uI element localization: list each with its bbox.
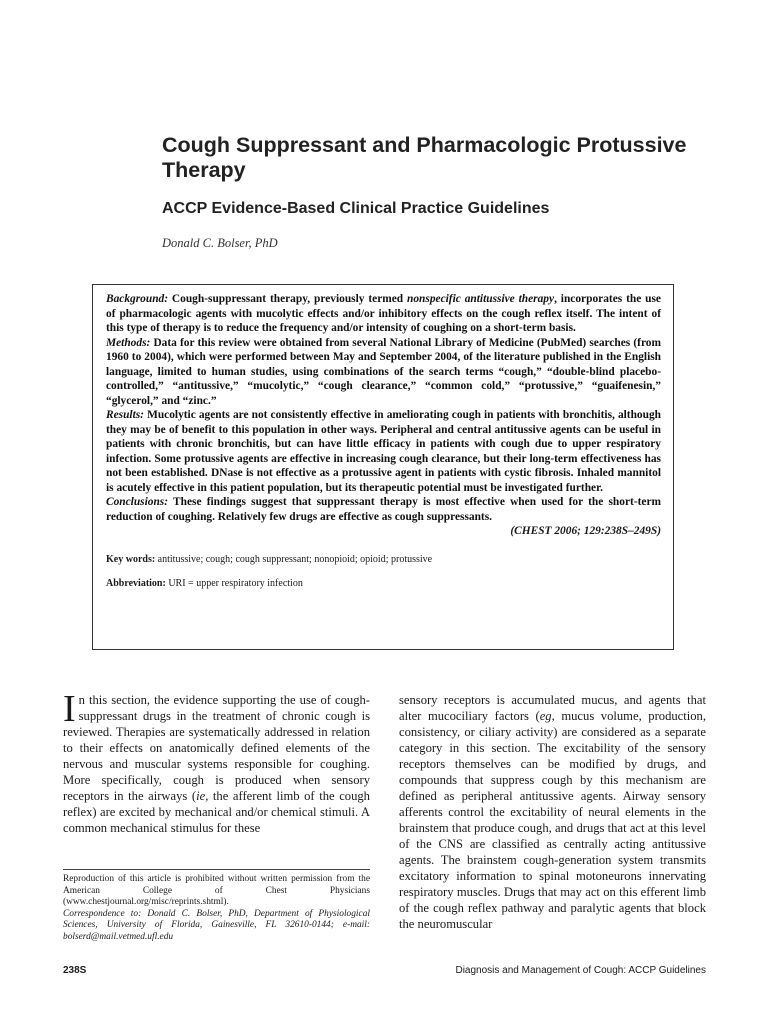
methods-text: Data for this review were obtained from several National Library of Medicine (PubMed) searches (from 1960 to 2004), which were performed between May and September 2004, of the literature published in the English language, limited to human studies, using combinations of the search terms “cough,” “double-blind placebo-controlled,” “antitussive,” “mucolytic,” “cough clearance,” “common cold,” “protussive,” “guaifenesin,” “glycerol,” and “zinc.” [106, 336, 661, 407]
results-label: Results: [106, 409, 144, 421]
body-column-right [399, 692, 706, 932]
body-column-left [63, 688, 370, 836]
abbreviations [106, 577, 661, 590]
conclusions-text: These findings suggest that suppressant therapy is most effective when used for the short-term reduction of coughing. Relatively few drugs are effective as cough suppressants. [106, 496, 661, 523]
conclusions-label: Conclusions: [106, 496, 169, 508]
body-right-text: sensory receptors is accumulated mucus, and agents that alter mucociliary factors ( [399, 693, 706, 723]
keywords-label: Key words: [106, 553, 156, 565]
correspondence-note [63, 909, 370, 944]
footnote-divider [63, 869, 370, 870]
journal-citation: (CHEST 2006; 129:238S–249S) [510, 525, 661, 537]
background-emphasis: nonspecific antitussive therapy [407, 293, 555, 305]
keywords [106, 553, 661, 566]
background-text: Cough-suppressant therapy, previously termed [168, 293, 408, 305]
running-footer: Diagnosis and Management of Cough: ACCP Guidelines [455, 965, 706, 976]
article-title: Cough Suppressant and Pharmacologic Protussive Therapy [162, 133, 687, 182]
body-right-text-cont: , mucus volume, production, consistency, or ciliary activity) are considered as a separate category in this section. The excitability of the sensory receptors themselves can be modified by drugs, and compounds that suppress cough by this mechanism are defined as peripheral antitussive agents. Airway sensory afferents control the excitability of neural elements in the brainstem that produce cough, and drugs that act at this level of the CNS are classified as centrally acting antitussive agents. The brainstem cough-generation system transmits excitatory information to spinal motoneurons innervating respiratory muscles. Drugs that may act on this efferent limb of the cough reflex pathway and paralytic agents that block the neuromuscular [399, 709, 707, 931]
methods-label: Methods: [106, 336, 151, 349]
results-text: Mucolytic agents are not consistently effective in ameliorating cough in patients with bronchitis, although they may be of benefit to this population in other ways. Peripheral and central antitussive agents can be useful in patients with chronic bronchitis, but can have little efficacy in patients with cough due to upper respiratory infection. Some protussive agents are effective in increasing cough clearance, but their long-term effectiveness has not been established. DNase is not effective as a protussive agent in patients with cystic fibrosis. Inhaled mannitol is acutely effective in this patient population, but its therapeutic potential must be investigated further. [106, 409, 661, 494]
drop-cap: I [63, 688, 76, 730]
page-number: 238S [63, 965, 87, 976]
abstract-body [106, 292, 661, 524]
body-right-emphasis: eg [539, 709, 552, 723]
abbreviation-label: Abbreviation: [106, 577, 166, 589]
body-left-text-cont: , the afferent limb of the cough reflex) are excited by mechanical and/or chemical stimuli. A common mechanical stimulus for these [63, 789, 370, 835]
reproduction-notice: Reproduction of this article is prohibited without written permission from the American College of Chest Physicians (www.chestjournal.org/misc/reprints.shtml). [63, 874, 370, 908]
background-label: Background: [106, 293, 169, 305]
footnote [63, 874, 370, 944]
keywords-text: antitussive; cough; cough suppressant; nonopioid; opioid; protussive [155, 553, 433, 565]
article-subtitle: ACCP Evidence-Based Clinical Practice Guidelines [162, 200, 550, 217]
abstract-box [92, 284, 674, 650]
abbreviation-text: URI = upper respiratory infection [165, 577, 303, 589]
body-left-emphasis: ie [196, 789, 206, 803]
correspondence-text: Correspondence to: Donald C. Bolser, PhD, Department of Physiological Sciences, University of Florida, Gainesville, FL 32610-0144; e-mail: bolserd@mail.vetmed.ufl.edu [63, 908, 370, 942]
background-text-cont: , incorporates the use of pharmacologic agents with mucolytic effects and/or inhibitory effects on the cough reflex itself. The intent of this type of therapy is to reduce the frequency and/or intensity of coughing on a short-term basis. [106, 293, 661, 334]
body-left-text: n this section, the evidence supporting the use of cough-suppressant drugs in the treatment of chronic cough is reviewed. Therapies are systematically addressed in relation to their effects on anatomically defined elements of the nervous and muscular systems responsible for coughing. More specifically, cough is produced when sensory receptors in the airways ( [63, 693, 370, 803]
author-name: Donald C. Bolser, PhD [162, 236, 278, 250]
